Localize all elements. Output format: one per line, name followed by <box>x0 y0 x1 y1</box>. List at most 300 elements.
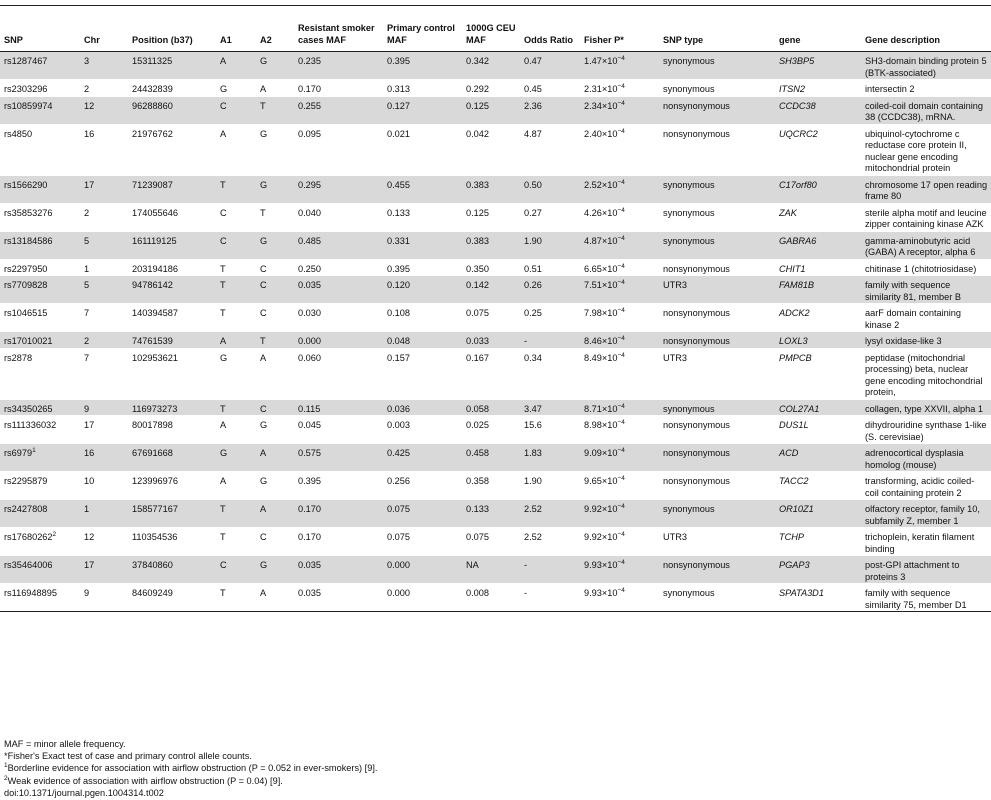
snp-id: rs116948895 <box>4 588 57 598</box>
allele1-cell: C <box>216 556 256 584</box>
column-header: A2 <box>256 23 294 52</box>
chr-cell: 1 <box>80 500 128 528</box>
snp-id: rs2878 <box>4 352 33 363</box>
gene-cell: TCHP <box>775 528 861 556</box>
chr-cell: 9 <box>80 399 128 416</box>
position-cell: 140394587 <box>128 304 216 332</box>
gene-cell: ACD <box>775 444 861 472</box>
control-maf-cell: 0.157 <box>383 348 462 399</box>
control-maf-cell: 0.331 <box>383 231 462 259</box>
allele1-cell: T <box>216 259 256 276</box>
case-maf-cell: 0.170 <box>294 528 383 556</box>
column-header: Resistant smoker cases MAF <box>294 23 383 52</box>
allele2-cell: C <box>256 399 294 416</box>
control-maf-cell: 0.313 <box>383 80 462 97</box>
case-maf-cell: 0.485 <box>294 231 383 259</box>
fisher-p-cell: $8.49\times 10^{-4}$ <box>580 348 659 399</box>
snp-id: rs1287467 <box>4 56 48 66</box>
odds-ratio-cell: 0.26 <box>520 276 580 304</box>
fisher-p-cell: $4.26\times 10^{-4}$ <box>580 203 659 231</box>
allele1-cell: A <box>216 52 256 80</box>
ceu-maf-cell: 0.075 <box>462 528 520 556</box>
fisher-p-cell: $8.98\times 10^{-4}$ <box>580 416 659 444</box>
footnote-mark: 2 <box>52 531 57 538</box>
p-exponent: −4 <box>617 475 625 482</box>
allele1-cell: C <box>216 231 256 259</box>
ceu-maf-cell: 0.125 <box>462 203 520 231</box>
gene-cell: UQCRC2 <box>775 124 861 175</box>
table-row <box>0 528 991 556</box>
gene-cell: SPATA3D1 <box>775 584 861 612</box>
position-cell: 110354536 <box>128 528 216 556</box>
doi-link[interactable]: doi:10.1371/journal.pgen.1004314.t002 <box>4 787 164 798</box>
ceu-maf-cell: 0.008 <box>462 584 520 612</box>
chr-cell: 17 <box>80 175 128 203</box>
ceu-maf-cell: 0.042 <box>462 124 520 175</box>
p-mantissa: 2.31 <box>584 84 602 94</box>
snp-id: rs1566290 <box>4 179 48 190</box>
control-maf-cell: 0.133 <box>383 203 462 231</box>
chr-cell: 5 <box>80 231 128 259</box>
gene-description-cell: chitinase 1 (chitotriosidase) <box>861 259 991 276</box>
ceu-maf-cell: 0.383 <box>462 175 520 203</box>
p-exponent: −4 <box>617 402 625 410</box>
snp-id-cell <box>0 276 80 304</box>
case-maf-cell: 0.060 <box>294 348 383 399</box>
fisher-p-cell: $1.47\times 10^{-4}$ <box>580 52 659 80</box>
allele1-cell: A <box>216 472 256 500</box>
snp-type-cell: synonymous <box>659 399 775 416</box>
fisher-p-cell: $9.93\times 10^{-4}$ <box>580 556 659 584</box>
control-maf-cell: 0.000 <box>383 556 462 584</box>
column-header: SNP type <box>659 23 775 52</box>
p-mantissa: 8.98 <box>584 420 602 430</box>
chr-cell: 12 <box>80 528 128 556</box>
p-exponent: −4 <box>617 307 625 314</box>
table-row <box>0 584 991 612</box>
fisher-p-cell: $9.93\times 10^{-4}$ <box>580 584 659 612</box>
footnote-fisher: *Fisher's Exact test of case and primary control allele counts. <box>4 751 252 762</box>
p-mantissa: 7.98 <box>584 308 602 318</box>
column-header: Chr <box>80 23 128 52</box>
fisher-p-cell: $9.92\times 10^{-4}$ <box>580 500 659 528</box>
gene-cell: PMPCB <box>775 348 861 399</box>
fisher-p-cell: $2.40\times 10^{-4}$ <box>580 124 659 175</box>
snp-id: rs35464006 <box>4 560 53 570</box>
snp-type-cell: synonymous <box>659 203 775 231</box>
snp-type-cell: UTR3 <box>659 348 775 399</box>
control-maf-cell: 0.036 <box>383 399 462 416</box>
gene-description-cell: family with sequence similarity 75, member D1 <box>861 584 991 612</box>
odds-ratio-cell: 1.83 <box>520 444 580 472</box>
gene-cell: GABRA6 <box>775 231 861 259</box>
footnote-1 <box>4 762 984 774</box>
table-row <box>0 80 991 97</box>
position-cell: 116973273 <box>128 399 216 416</box>
gene-cell: C17orf80 <box>775 175 861 203</box>
position-cell: 24432839 <box>128 80 216 97</box>
p-mantissa: 8.49 <box>584 352 602 363</box>
allele1-cell: G <box>216 80 256 97</box>
gene-description-cell: lysyl oxidase-like 3 <box>861 332 991 349</box>
snp-type-cell: synonymous <box>659 231 775 259</box>
allele2-cell: T <box>256 332 294 349</box>
odds-ratio-cell: 0.50 <box>520 175 580 203</box>
case-maf-cell: 0.295 <box>294 175 383 203</box>
table-row <box>0 556 991 584</box>
snp-id: rs6979 <box>4 448 33 458</box>
position-cell: 161119125 <box>128 231 216 259</box>
gene-description-cell: ubiquinol-cytochrome c reductase core protein II, nuclear gene encoding mitochondrial protein <box>861 124 991 175</box>
odds-ratio-cell: 2.36 <box>520 96 580 124</box>
p-exponent: −4 <box>617 206 625 214</box>
table-row <box>0 348 991 399</box>
p-exponent: −4 <box>617 55 625 62</box>
table-row <box>0 332 991 349</box>
snp-id-cell <box>0 231 80 259</box>
allele1-cell: T <box>216 584 256 612</box>
gene-description-cell: family with sequence similarity 81, member B <box>861 276 991 304</box>
position-cell: 94786142 <box>128 276 216 304</box>
chr-cell: 3 <box>80 52 128 80</box>
ceu-maf-cell: NA <box>462 556 520 584</box>
snp-id: rs2295879 <box>4 476 48 486</box>
fisher-p-cell: $9.65\times 10^{-4}$ <box>580 472 659 500</box>
table-row <box>0 96 991 124</box>
allele2-cell: G <box>256 175 294 203</box>
chr-cell: 1 <box>80 259 128 276</box>
control-maf-cell: 0.120 <box>383 276 462 304</box>
ceu-maf-cell: 0.383 <box>462 231 520 259</box>
allele2-cell: G <box>256 472 294 500</box>
odds-ratio-cell: - <box>520 584 580 612</box>
position-cell: 67691668 <box>128 444 216 472</box>
odds-ratio-cell: - <box>520 332 580 349</box>
allele1-cell: G <box>216 444 256 472</box>
gene-cell: CHIT1 <box>775 259 861 276</box>
footnote-2-mark: 2 <box>4 774 8 782</box>
position-cell: 15311325 <box>128 52 216 80</box>
allele2-cell: C <box>256 259 294 276</box>
snp-type-cell: nonsynonymous <box>659 416 775 444</box>
position-cell: 203194186 <box>128 259 216 276</box>
snp-type-cell: UTR3 <box>659 528 775 556</box>
snp-id-cell <box>0 304 80 332</box>
control-maf-cell: 0.075 <box>383 528 462 556</box>
odds-ratio-cell: 0.25 <box>520 304 580 332</box>
case-maf-cell: 0.045 <box>294 416 383 444</box>
fisher-p-cell: $8.46\times 10^{-4}$ <box>580 332 659 349</box>
allele2-cell: C <box>256 304 294 332</box>
p-exponent: −4 <box>617 83 625 90</box>
table-row <box>0 304 991 332</box>
position-cell: 37840860 <box>128 556 216 584</box>
chr-cell: 17 <box>80 556 128 584</box>
allele2-cell: T <box>256 203 294 231</box>
table-row <box>0 124 991 175</box>
snp-id-cell <box>0 444 80 472</box>
footnote-2 <box>4 775 984 787</box>
fisher-p-cell: $2.31\times 10^{-4}$ <box>580 80 659 97</box>
p-mantissa: 9.92 <box>584 504 602 514</box>
fisher-p-cell: $2.52\times 10^{-4}$ <box>580 175 659 203</box>
column-header: Primary control MAF <box>383 23 462 52</box>
table-row <box>0 444 991 472</box>
gene-description-cell: gamma-aminobutyric acid (GABA) A receptor, alpha 6 <box>861 231 991 259</box>
gene-cell: PGAP3 <box>775 556 861 584</box>
p-mantissa: 4.87 <box>584 235 602 246</box>
snp-results-table <box>0 23 991 612</box>
ceu-maf-cell: 0.133 <box>462 500 520 528</box>
footnote-2-text: Weak evidence of association with airflow obstruction (P = 0.04) [9]. <box>7 775 283 786</box>
snp-id: rs17680262 <box>4 532 53 542</box>
gene-description-cell: peptidase (mitochondrial processing) beta, nuclear gene encoding mitochondrial protein, <box>861 348 991 399</box>
fisher-p-cell: $9.09\times 10^{-4}$ <box>580 444 659 472</box>
case-maf-cell: 0.255 <box>294 96 383 124</box>
chr-cell: 9 <box>80 584 128 612</box>
snp-type-cell: synonymous <box>659 80 775 97</box>
allele1-cell: A <box>216 124 256 175</box>
control-maf-cell: 0.048 <box>383 332 462 349</box>
column-header: Position (b37) <box>128 23 216 52</box>
gene-cell: ZAK <box>775 203 861 231</box>
gene-cell: CCDC38 <box>775 96 861 124</box>
allele1-cell: C <box>216 203 256 231</box>
ceu-maf-cell: 0.167 <box>462 348 520 399</box>
snp-id: rs2297950 <box>4 263 48 274</box>
snp-id: rs4850 <box>4 128 33 139</box>
gene-description-cell: aarF domain containing kinase 2 <box>861 304 991 332</box>
footnote-maf: MAF = minor allele frequency. <box>4 739 126 749</box>
p-mantissa: 9.93 <box>584 560 602 570</box>
snp-id: rs1046515 <box>4 308 48 318</box>
position-cell: 174055646 <box>128 203 216 231</box>
control-maf-cell: 0.425 <box>383 444 462 472</box>
snp-type-cell: synonymous <box>659 584 775 612</box>
p-exponent: −4 <box>617 531 625 538</box>
case-maf-cell: 0.040 <box>294 203 383 231</box>
allele2-cell: A <box>256 444 294 472</box>
column-header: Odds Ratio <box>520 23 580 52</box>
odds-ratio-cell: 4.87 <box>520 124 580 175</box>
odds-ratio-cell: 2.52 <box>520 500 580 528</box>
snp-id: rs2303296 <box>4 84 48 94</box>
allele2-cell: G <box>256 124 294 175</box>
position-cell: 158577167 <box>128 500 216 528</box>
fisher-p-cell: $7.98\times 10^{-4}$ <box>580 304 659 332</box>
control-maf-cell: 0.000 <box>383 584 462 612</box>
chr-cell: 7 <box>80 304 128 332</box>
allele2-cell: G <box>256 231 294 259</box>
control-maf-cell: 0.256 <box>383 472 462 500</box>
snp-id-cell <box>0 203 80 231</box>
p-exponent: −4 <box>617 419 625 426</box>
p-exponent: −4 <box>617 234 625 242</box>
snp-id-cell <box>0 472 80 500</box>
footnote-1-mark: 1 <box>4 762 8 770</box>
ceu-maf-cell: 0.025 <box>462 416 520 444</box>
gene-cell: ADCK2 <box>775 304 861 332</box>
case-maf-cell: 0.170 <box>294 80 383 97</box>
chr-cell: 16 <box>80 124 128 175</box>
column-header: Fisher P* <box>580 23 659 52</box>
ceu-maf-cell: 0.058 <box>462 399 520 416</box>
snp-type-cell: synonymous <box>659 175 775 203</box>
footnote-mark: 1 <box>32 447 36 454</box>
gene-description-cell: olfactory receptor, family 10, subfamily Z, member 1 <box>861 500 991 528</box>
chr-cell: 5 <box>80 276 128 304</box>
snp-type-cell: UTR3 <box>659 276 775 304</box>
snp-type-cell: nonsynonymous <box>659 444 775 472</box>
p-mantissa: 4.26 <box>584 207 602 218</box>
gene-cell: FAM81B <box>775 276 861 304</box>
snp-type-cell: nonsynonymous <box>659 304 775 332</box>
table-header <box>0 23 991 52</box>
p-mantissa: 2.40 <box>584 128 602 139</box>
snp-id-cell <box>0 332 80 349</box>
snp-id-cell <box>0 500 80 528</box>
footnote-1-text: Borderline evidence for association with airflow obstruction (P = 0.052 in ever-smokers) [9]. <box>7 763 378 774</box>
p-mantissa: 9.09 <box>584 448 602 458</box>
allele1-cell: C <box>216 96 256 124</box>
snp-type-cell: synonymous <box>659 52 775 80</box>
fisher-p-cell: $2.34\times 10^{-4}$ <box>580 96 659 124</box>
p-mantissa: 8.46 <box>584 336 602 346</box>
table-row <box>0 259 991 276</box>
p-exponent: −4 <box>617 503 625 510</box>
snp-id: rs35853276 <box>4 207 53 218</box>
chr-cell: 10 <box>80 472 128 500</box>
snp-id-cell <box>0 348 80 399</box>
odds-ratio-cell: 3.47 <box>520 399 580 416</box>
p-exponent: −4 <box>617 262 625 270</box>
allele1-cell: A <box>216 332 256 349</box>
snp-id-cell <box>0 259 80 276</box>
control-maf-cell: 0.127 <box>383 96 462 124</box>
gene-description-cell: collagen, type XXVII, alpha 1 <box>861 399 991 416</box>
case-maf-cell: 0.030 <box>294 304 383 332</box>
chr-cell: 16 <box>80 444 128 472</box>
snp-id: rs13184586 <box>4 235 53 246</box>
ceu-maf-cell: 0.142 <box>462 276 520 304</box>
header-row <box>0 23 991 52</box>
p-exponent: −4 <box>617 279 625 286</box>
odds-ratio-cell: 1.90 <box>520 472 580 500</box>
allele2-cell: A <box>256 500 294 528</box>
odds-ratio-cell: 0.47 <box>520 52 580 80</box>
odds-ratio-cell: 0.27 <box>520 203 580 231</box>
p-mantissa: 2.52 <box>584 179 602 190</box>
allele2-cell: G <box>256 416 294 444</box>
odds-ratio-cell: 0.51 <box>520 259 580 276</box>
odds-ratio-cell: 2.52 <box>520 528 580 556</box>
p-mantissa: 2.34 <box>584 100 602 111</box>
fisher-p-cell: $7.51\times 10^{-4}$ <box>580 276 659 304</box>
snp-id: rs7709828 <box>4 280 48 290</box>
p-mantissa: 9.65 <box>584 476 602 486</box>
position-cell: 102953621 <box>128 348 216 399</box>
snp-id: rs2427808 <box>4 504 48 514</box>
ceu-maf-cell: 0.350 <box>462 259 520 276</box>
table-row <box>0 472 991 500</box>
ceu-maf-cell: 0.342 <box>462 52 520 80</box>
odds-ratio-cell: 0.34 <box>520 348 580 399</box>
p-exponent: −4 <box>617 335 625 342</box>
control-maf-cell: 0.395 <box>383 52 462 80</box>
gene-description-cell: sterile alpha motif and leucine zipper containing kinase AZK <box>861 203 991 231</box>
table-row <box>0 231 991 259</box>
snp-id: rs17010021 <box>4 336 53 346</box>
position-cell: 74761539 <box>128 332 216 349</box>
gene-cell: DUS1L <box>775 416 861 444</box>
p-exponent: −4 <box>617 99 625 107</box>
case-maf-cell: 0.115 <box>294 399 383 416</box>
top-rule <box>0 5 991 6</box>
allele2-cell: C <box>256 528 294 556</box>
case-maf-cell: 0.095 <box>294 124 383 175</box>
position-cell: 80017898 <box>128 416 216 444</box>
snp-id-cell <box>0 52 80 80</box>
ceu-maf-cell: 0.292 <box>462 80 520 97</box>
ceu-maf-cell: 0.458 <box>462 444 520 472</box>
p-mantissa: 1.47 <box>584 56 602 66</box>
snp-id-cell <box>0 584 80 612</box>
snp-id-cell <box>0 96 80 124</box>
p-exponent: −4 <box>617 587 625 594</box>
p-mantissa: 8.71 <box>584 403 602 414</box>
snp-type-cell: synonymous <box>659 500 775 528</box>
p-exponent: −4 <box>617 127 625 135</box>
table-row <box>0 203 991 231</box>
snp-type-cell: nonsynonymous <box>659 259 775 276</box>
ceu-maf-cell: 0.075 <box>462 304 520 332</box>
case-maf-cell: 0.035 <box>294 584 383 612</box>
odds-ratio-cell: 15.6 <box>520 416 580 444</box>
table-row <box>0 416 991 444</box>
odds-ratio-cell: 0.45 <box>520 80 580 97</box>
table-footnotes <box>4 738 984 799</box>
snp-id: rs34350265 <box>4 403 53 414</box>
control-maf-cell: 0.395 <box>383 259 462 276</box>
gene-cell: LOXL3 <box>775 332 861 349</box>
gene-description-cell: chromosome 17 open reading frame 80 <box>861 175 991 203</box>
allele2-cell: A <box>256 348 294 399</box>
table-row <box>0 175 991 203</box>
case-maf-cell: 0.035 <box>294 276 383 304</box>
allele1-cell: T <box>216 528 256 556</box>
fisher-p-cell: $4.87\times 10^{-4}$ <box>580 231 659 259</box>
control-maf-cell: 0.075 <box>383 500 462 528</box>
column-header: 1000G CEU MAF <box>462 23 520 52</box>
ceu-maf-cell: 0.358 <box>462 472 520 500</box>
gene-cell: ITSN2 <box>775 80 861 97</box>
gene-description-cell: post-GPI attachment to proteins 3 <box>861 556 991 584</box>
gene-cell: COL27A1 <box>775 399 861 416</box>
allele1-cell: T <box>216 175 256 203</box>
allele1-cell: G <box>216 348 256 399</box>
position-cell: 21976762 <box>128 124 216 175</box>
allele2-cell: A <box>256 80 294 97</box>
gene-cell: TACC2 <box>775 472 861 500</box>
p-mantissa: 9.93 <box>584 588 602 598</box>
chr-cell: 7 <box>80 348 128 399</box>
p-exponent: −4 <box>617 559 625 566</box>
table-body <box>0 52 991 612</box>
gene-cell: OR10Z1 <box>775 500 861 528</box>
chr-cell: 2 <box>80 203 128 231</box>
snp-type-cell: nonsynonymous <box>659 96 775 124</box>
snp-type-cell: nonsynonymous <box>659 556 775 584</box>
